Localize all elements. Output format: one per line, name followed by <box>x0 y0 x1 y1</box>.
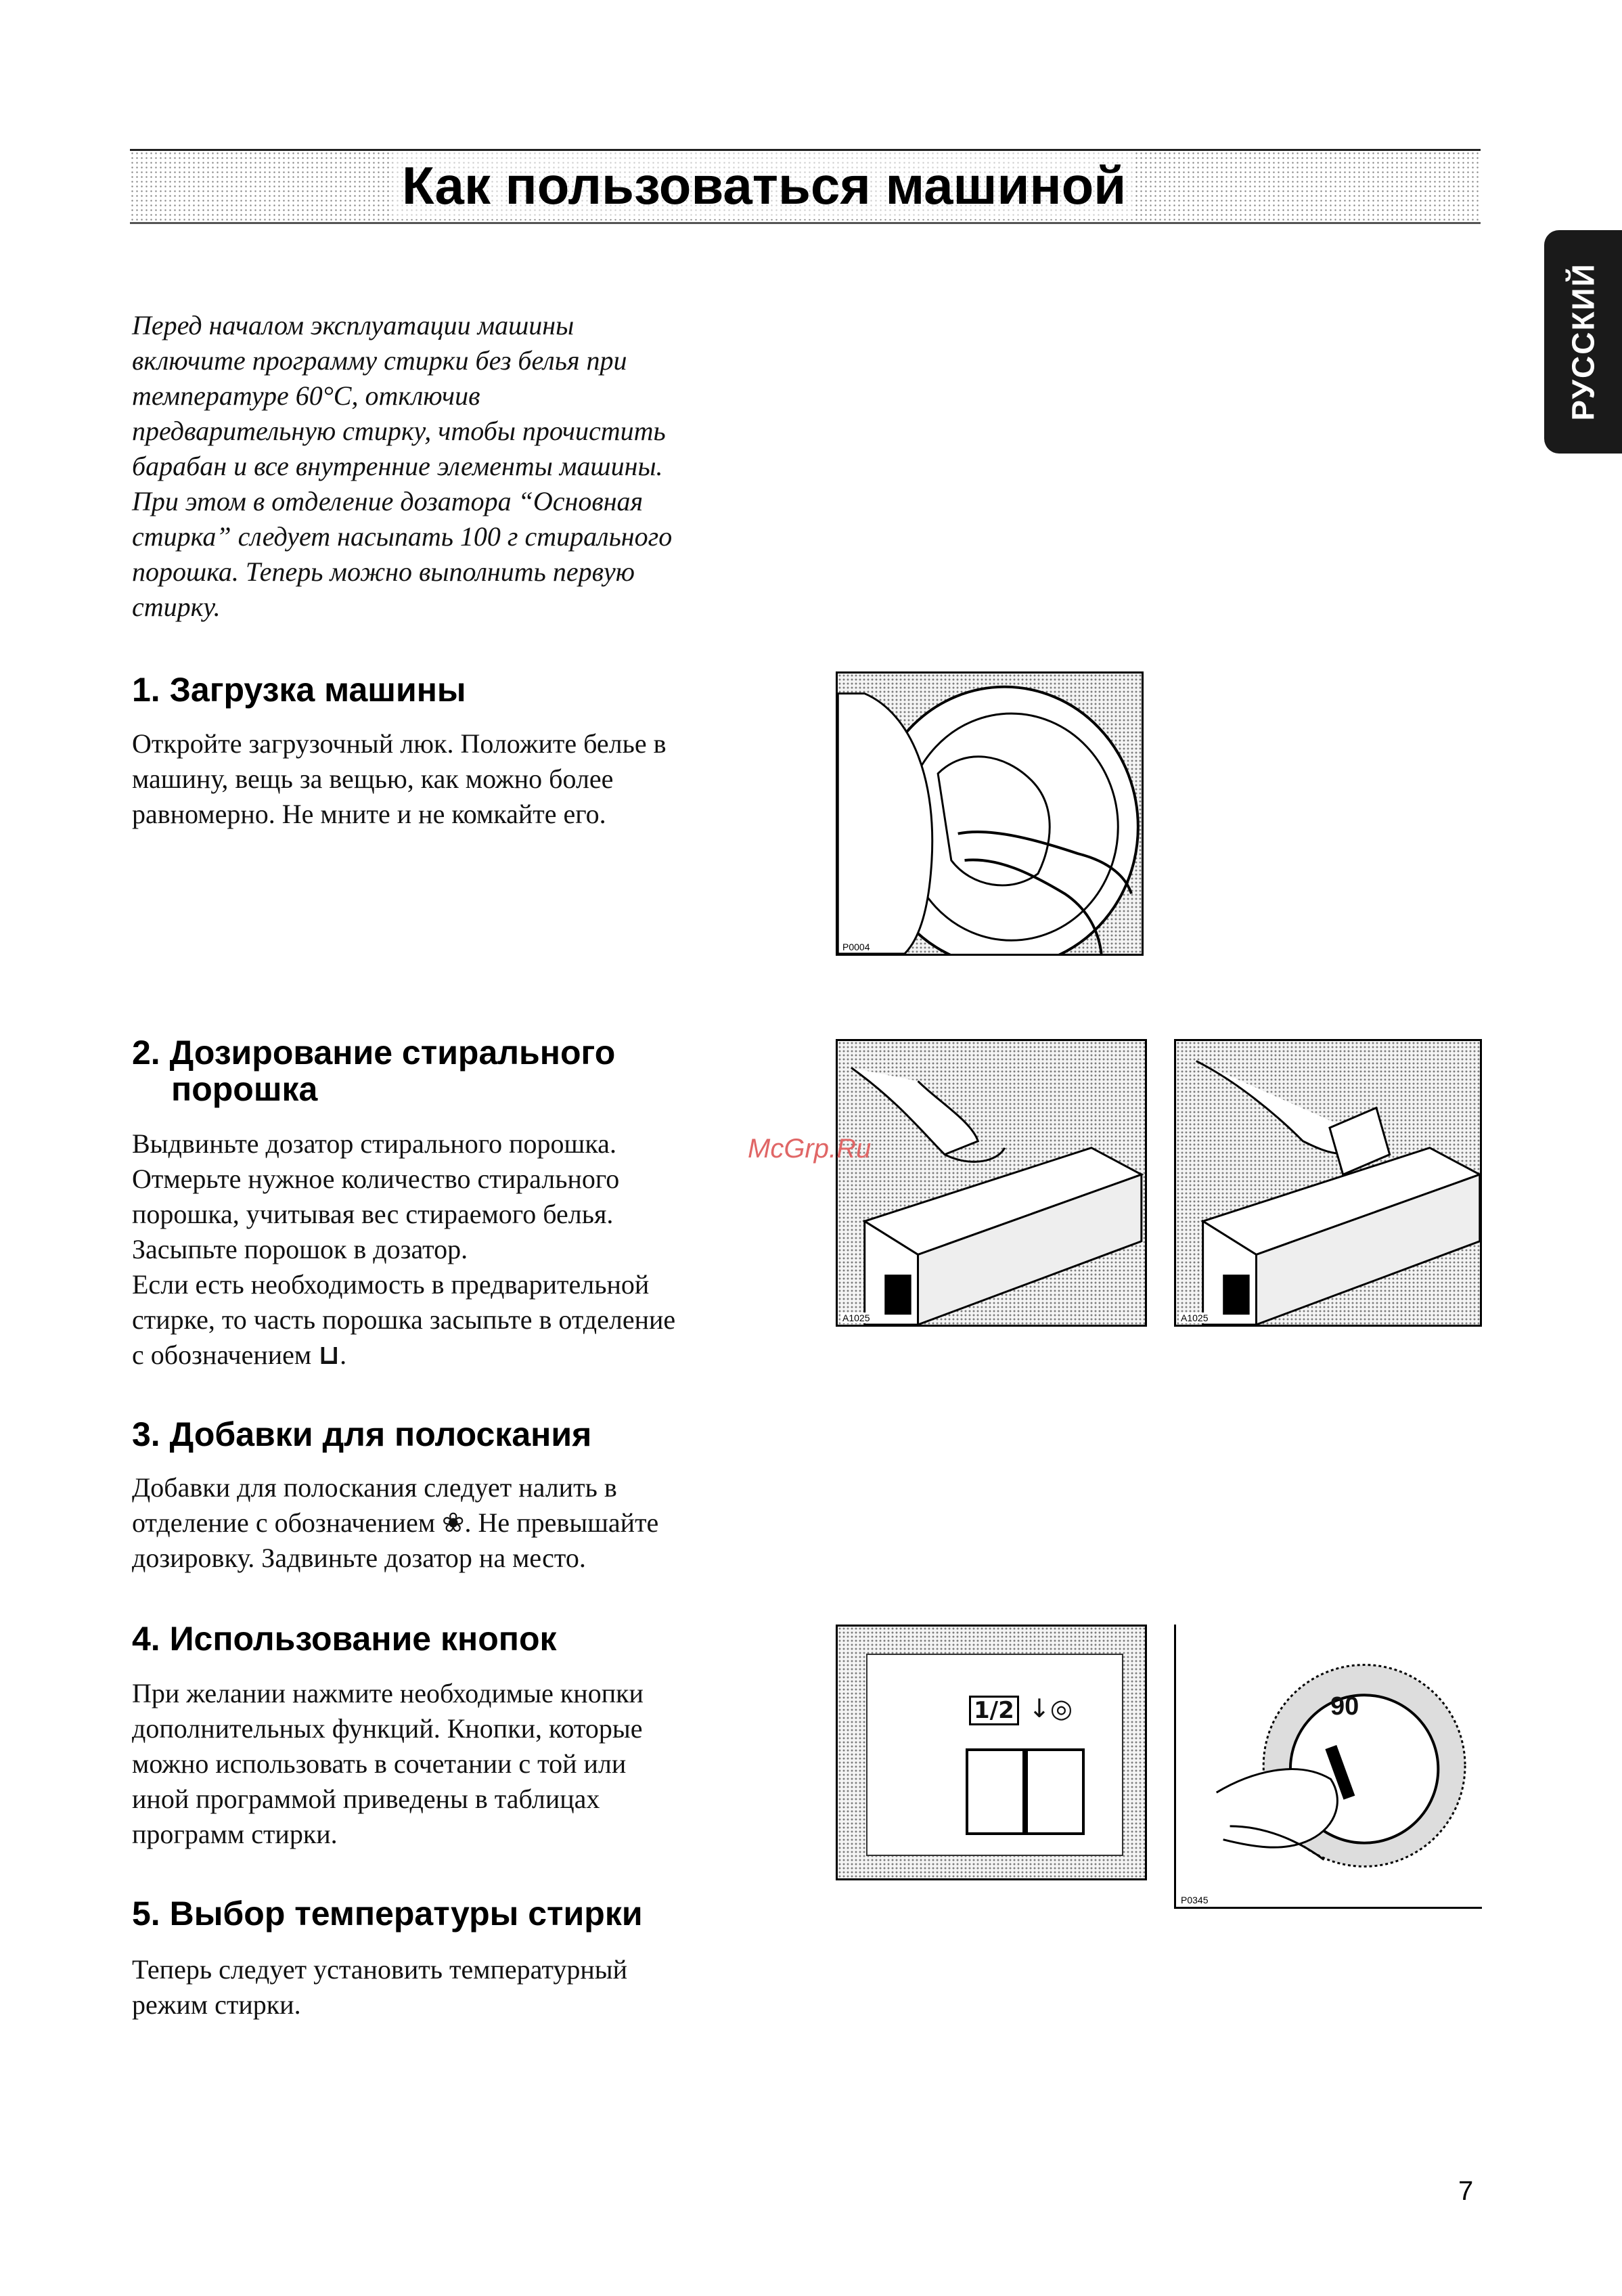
language-tab <box>1544 230 1622 454</box>
language-tab-label: РУССКИЙ <box>1565 263 1601 421</box>
section-line-text: с обозначением <box>132 1340 312 1370</box>
temperature-dial-illustration <box>1176 1625 1482 1907</box>
button-panel <box>866 1654 1123 1856</box>
section-1-text <box>132 726 667 832</box>
intro-line: включите программу стирки без белья при <box>132 345 627 376</box>
figure-temperature-dial <box>1174 1625 1482 1909</box>
section-line: Теперь следует установить температурный <box>132 1954 628 1985</box>
figure-option-buttons <box>836 1625 1147 1880</box>
section-line: Если есть необходимость в предварительной <box>132 1269 650 1300</box>
section-4-title: 4. Использование кнопок <box>132 1620 557 1658</box>
detergent-drawer-illustration <box>838 1041 1145 1325</box>
section-5-text <box>132 1952 627 2023</box>
section-line: Выдвиньте дозатор стирального порошка. <box>132 1128 616 1159</box>
intro-line: стирку. <box>132 592 221 622</box>
section-line: можно использовать в сочетании с той или <box>132 1748 627 1779</box>
watermark: McGrp.Ru <box>748 1134 872 1164</box>
section-line-end: . Не превышайте <box>464 1507 659 1538</box>
spin-button-label: ↓◎ <box>1029 1694 1073 1723</box>
section-line: Засыпьте порошок в дозатор. <box>132 1234 468 1264</box>
section-line <box>132 1338 675 1373</box>
figure-code: P0345 <box>1179 1895 1210 1905</box>
section-line: дополнительных функций. Кнопки, которые <box>132 1713 643 1744</box>
softener-symbol-icon: ❀ <box>442 1507 465 1539</box>
section-line <box>132 1505 658 1541</box>
page-number: 7 <box>1458 2176 1474 2206</box>
section-3-title: 3. Добавки для полоскания <box>132 1415 592 1453</box>
intro-line: При этом в отделение дозатора “Основная <box>132 486 644 516</box>
page-title: Как пользоваться машиной <box>392 152 1135 219</box>
section-line: порошка, учитывая вес стираемого белья. <box>132 1199 614 1229</box>
figure-dispenser-pour <box>1174 1039 1482 1327</box>
section-line-end: . <box>340 1340 347 1370</box>
section-line: Добавки для полоскания следует налить в <box>132 1472 617 1503</box>
figure-loading-laundry <box>836 671 1144 956</box>
section-line: дозировку. Задвиньте дозатор на место. <box>132 1543 586 1573</box>
figure-dispenser-open <box>836 1039 1147 1327</box>
section-1-title: 1. Загрузка машины <box>132 671 466 709</box>
intro-line: предварительную стирку, чтобы прочистить <box>132 416 666 446</box>
intro-line: стирка” следует насыпать 100 г стирального <box>132 521 673 552</box>
section-2-title-line: 2. Дозирование стирального <box>132 1034 616 1072</box>
intro-line: порошка. Теперь можно выполнить первую <box>132 556 635 587</box>
section-2-title-line: порошка <box>171 1070 318 1108</box>
section-4-text <box>132 1676 644 1852</box>
dial-temperature-label: 90 <box>1330 1692 1359 1721</box>
half-load-button-label: 1/2 <box>969 1696 1019 1725</box>
half-load-button <box>966 1748 1025 1835</box>
intro-line: барабан и все внутренние элементы машины. <box>132 451 663 481</box>
spin-button <box>1025 1748 1085 1835</box>
section-2-text <box>132 1126 675 1373</box>
section-line: машину, вещь за вещью, как можно более <box>132 764 614 794</box>
figure-code: P0004 <box>840 942 872 952</box>
figure-code: A1025 <box>840 1312 872 1323</box>
section-line: иной программой приведены в таблицах <box>132 1784 600 1814</box>
intro-line: Перед началом эксплуатации машины <box>132 310 575 340</box>
section-line: Откройте загрузочный люк. Положите белье в <box>132 728 667 759</box>
figure-code: A1025 <box>1179 1312 1210 1323</box>
laundry-drum-illustration <box>838 674 1142 954</box>
intro-line: температуре 60°C, отключив <box>132 380 480 411</box>
section-2-title <box>132 1034 615 1107</box>
section-line: стирке, то часть порошка засыпьте в отделение <box>132 1304 676 1335</box>
section-line: равномерно. Не мните и не комкайте его. <box>132 799 606 829</box>
section-line: программ стирки. <box>132 1819 338 1849</box>
section-5-title: 5. Выбор температуры стирки <box>132 1895 643 1933</box>
detergent-drawer-pour-illustration <box>1176 1041 1480 1325</box>
section-line-text: отделение с обозначением <box>132 1507 436 1538</box>
section-3-text <box>132 1470 658 1576</box>
section-line: режим стирки. <box>132 1989 301 2020</box>
intro-paragraph <box>132 308 809 625</box>
section-line: Отмерьте нужное количество стирального <box>132 1164 620 1194</box>
section-line: При желании нажмите необходимые кнопки <box>132 1678 644 1708</box>
prewash-symbol-icon: ⊔ <box>318 1340 340 1371</box>
